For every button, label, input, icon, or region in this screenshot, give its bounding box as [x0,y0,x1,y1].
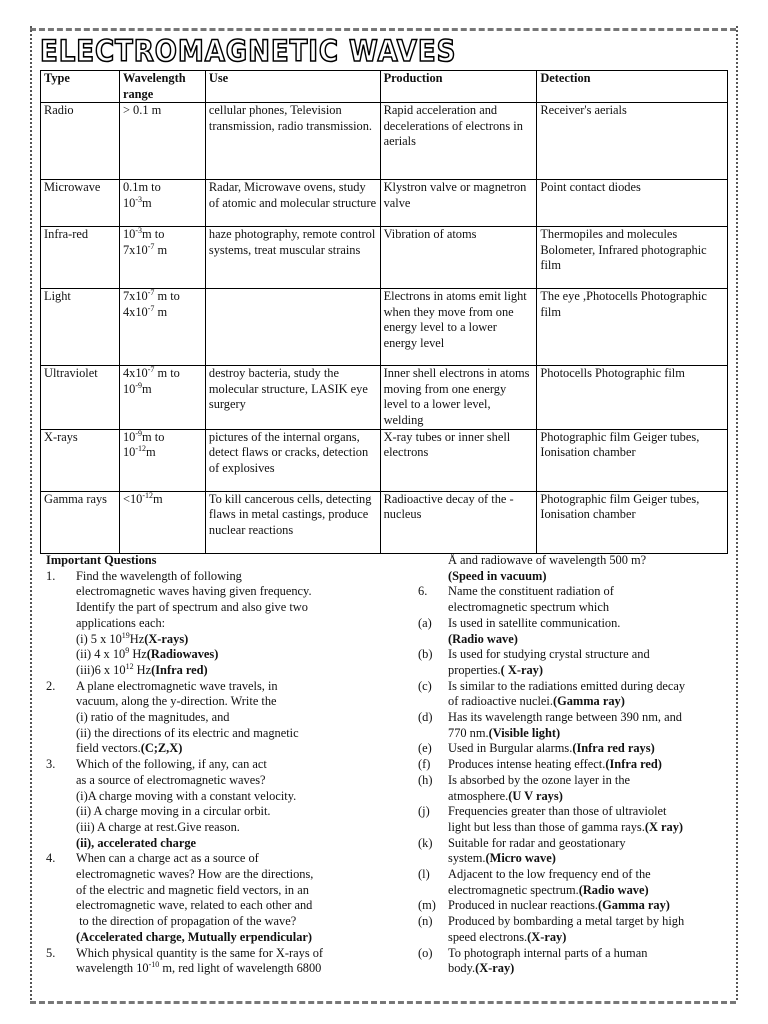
question-label: 2. [46,678,56,693]
question-line [418,663,685,679]
text-main: Identify the part of spectrum and also give two [76,600,308,615]
question-label: (b) [418,647,433,662]
question-line [46,647,323,663]
answer-text: (Gamma ray) [598,898,670,913]
question-text [448,600,609,614]
header-detection: Detection [537,71,728,103]
text-main: Important Questions [46,553,157,567]
range-start-unit: m to [154,366,180,381]
cell-production: Inner shell electrons in atoms moving from one energy level to a lower level, welding [380,366,537,429]
question-text [448,679,685,693]
question-line [418,584,685,600]
text-main: Is used in satellite communication. [448,615,621,630]
text-main: light but less than those of gamma rays. [448,819,645,834]
header-wavelength: Wavelength range [119,71,205,103]
cell-range [119,180,205,227]
question-text [448,946,647,960]
question-label: (c) [418,678,432,693]
text-main: properties. [448,662,501,677]
question-label: (o) [418,945,433,960]
question-line [418,883,685,899]
text-main: Has its wavelength range between 390 nm, and [448,710,682,725]
em-waves-table [40,70,728,554]
question-text [448,836,626,850]
text-main: of the electric and magnetic field vectors, in an [76,882,309,897]
text-main: Suitable for radar and geostationary [448,835,626,850]
cell-type: Microwave [41,180,120,227]
question-line [418,726,685,742]
question-text [76,930,312,944]
table-row-xrays [41,429,728,491]
cell-range [119,429,205,491]
answer-text: (Accelerated charge, Mutually erpendicular) [76,929,313,944]
cell-type: Ultraviolet [41,366,120,429]
range-start-exp: -7 [147,365,155,375]
question-text [76,946,323,960]
range-start-unit: m to [142,429,165,444]
question-line [46,930,323,946]
answer-text: (X-ray) [475,961,515,976]
question-line [46,584,323,600]
question-line [418,600,685,616]
question-text [448,584,614,598]
question-label: (h) [418,772,433,787]
range-end-unit: m [154,242,168,257]
question-text [76,883,309,897]
cell-detection: Photographic film Geiger tubes, Ionisation chamber [537,429,728,491]
text-unit: Hz [129,631,145,646]
answer-text: (X-ray) [527,929,567,944]
question-text [448,710,682,724]
question-line [418,632,685,648]
question-text [76,851,259,865]
question-line [418,710,685,726]
text-main: system. [448,851,486,866]
cell-detection: The eye ,Photocells Photographic film [537,289,728,366]
question-line [46,553,323,569]
question-text [448,883,649,897]
text-exponent: 12 [125,661,134,671]
question-text [76,836,196,850]
text-main: (ii) A charge moving in a circular orbit. [76,804,271,819]
text-main: vacuum, along the y-direction. Write the [76,694,277,709]
cell-production: Rapid acceleration and decelerations of electrons in aerials [380,103,537,180]
question-line [46,867,323,883]
table-row-radio [41,103,728,180]
question-text [448,773,630,787]
question-text [448,616,620,630]
cell-range [119,491,205,553]
cell-production: X-ray tubes or inner shell electrons [380,429,537,491]
question-text [76,914,296,928]
question-line [46,883,323,899]
range-end-exp: -3 [135,194,143,204]
range-end-base: 4x10 [122,304,148,319]
question-line [46,851,323,867]
range-start-unit: m to [142,227,165,242]
text-main: electromagnetic spectrum. [448,882,579,897]
text-main: of radioactive nuclei. [448,694,553,709]
range-start: 0.1m to [122,180,161,195]
text-main: electromagnetic waves? How are the directions, [76,867,314,882]
question-line [418,789,685,805]
range-end-exp: -12 [135,444,147,454]
question-text [76,741,182,755]
question-text [76,616,165,630]
question-text [76,898,312,912]
range-start-exp: -7 [147,288,155,298]
range-start-base: 7x10 [122,289,148,304]
question-text [46,553,157,567]
question-text [76,789,296,803]
question-text [448,867,651,881]
cell-use: To kill cancerous cells, detecting flaws in metal castings, produce nuclear reactions [205,491,380,553]
question-label: (j) [418,804,430,819]
range-start-base: 10 [122,429,136,444]
text-main: electromagnetic wave, related to each other and [76,898,313,913]
range-end-base: 7x10 [122,242,148,257]
question-text [448,757,662,771]
range-start-exp: -3 [135,226,143,236]
question-text [76,961,321,975]
question-line [418,914,685,930]
text-main: field vectors. [76,741,141,756]
range-end-base: 10 [122,381,136,396]
text-main: Produces intense heating effect. [448,757,606,772]
cell-detection: Photographic film Geiger tubes, Ionisation chamber [537,491,728,553]
text-main: Is absorbed by the ozone layer in the [448,772,631,787]
answer-text: ( X-ray) [500,662,543,677]
cell-type: X-rays [41,429,120,491]
question-label: (e) [418,741,432,756]
question-line [46,914,323,930]
question-line [418,553,685,569]
question-text [448,851,556,865]
answer-text: (Infra red rays) [572,741,655,756]
question-line [46,789,323,805]
text-main: Produced by bombarding a metal target by high [448,914,685,929]
question-label: 6. [418,584,428,599]
table-row-microwave [41,180,728,227]
question-line [418,569,685,585]
question-line [46,600,323,616]
cell-range [119,289,205,366]
text-main: When can a charge act as a source of [76,851,259,866]
answer-text: (Radio wave) [578,882,649,897]
question-text [76,820,240,834]
text-main: Name the constituent radiation of [448,584,614,599]
question-line [418,647,685,663]
question-line [46,757,323,773]
text-main: Find the wavelength of following [76,568,242,583]
questions-left-column [46,553,323,977]
cell-use: destroy bacteria, study the molecular structure, LASIK eye surgery [205,366,380,429]
cell-detection: Receiver's aerials [537,103,728,180]
question-text [448,726,560,740]
answer-text: (X-rays) [144,631,189,646]
range-end-unit: m [142,195,152,210]
question-line [46,663,323,679]
question-text [448,898,670,912]
question-text [448,820,683,834]
table-row-light [41,289,728,366]
question-line [46,836,323,852]
question-text [448,569,546,583]
question-text [76,679,278,693]
header-use: Use [205,71,380,103]
answer-text: (Gamma ray) [552,694,625,709]
question-line [418,679,685,695]
page-border-left [30,26,32,1000]
question-text [448,930,566,944]
question-text [448,647,650,661]
text-base: (iii)6 x 10 [76,662,126,677]
cell-type: Gamma rays [41,491,120,553]
range-start-unit: m [153,491,163,506]
text-main: (i) ratio of the magnitudes, and [76,710,230,725]
question-text [448,741,655,755]
question-text [76,710,229,724]
cell-type: Light [41,289,120,366]
cell-production: Vibration of atoms [380,227,537,289]
cell-use: Radar, Microwave ovens, study of atomic and molecular structure [205,180,380,227]
text-main: (iii) A charge at rest.Give reason. [76,819,240,834]
text-main: Used in Burgular alarms. [448,741,573,756]
cell-use: cellular phones, Television transmission, radio transmission. [205,103,380,180]
question-line [418,804,685,820]
range-end-base: 10 [122,445,136,460]
question-line [418,773,685,789]
table-row-gamma [41,491,728,553]
answer-text: (Infra red) [151,662,208,677]
question-line [418,946,685,962]
range-start-unit: m to [154,289,180,304]
question-text [448,914,684,928]
question-line [418,757,685,773]
question-line [46,773,323,789]
page-title: ELECTROMAGNETIC WAVES [40,34,457,68]
question-text [448,804,666,818]
text-main: atmosphere. [448,788,509,803]
cell-range: > 0.1 m [119,103,205,180]
question-line [418,741,685,757]
text-main: Which physical quantity is the same for X-rays of [76,945,324,960]
text-main: Adjacent to the low frequency end of the [448,867,651,882]
question-line [418,867,685,883]
question-line [46,632,323,648]
text-unit: Hz [129,647,147,662]
text-main: electromagnetic spectrum which [448,600,610,615]
question-line [46,726,323,742]
table-row-ultraviolet [41,366,728,429]
questions-right-column [418,553,685,977]
answer-text: (C;Z,X) [140,741,183,756]
range-end-unit: m [146,445,156,460]
text-main: to the direction of propagation of the wave? [76,914,297,929]
text-main: Å and radiowave of wavelength 500 m? [448,553,647,567]
question-line [418,836,685,852]
answer-text: (X ray) [644,819,684,834]
question-label: (a) [418,615,432,630]
question-line [418,616,685,632]
question-label: (l) [418,867,430,882]
cell-range [119,227,205,289]
question-text [76,773,266,787]
question-text [76,632,188,646]
text-main: Produced in nuclear reactions. [448,898,599,913]
question-label: (n) [418,914,433,929]
answer-text: (U V rays) [508,788,563,803]
range-start-base: 10 [122,227,136,242]
range-end-exp: -7 [147,303,155,313]
question-label: 1. [46,568,56,583]
table-row-infrared [41,227,728,289]
question-text [76,600,308,614]
text-unit: m, red light of wavelength 6800 [159,961,322,976]
question-line [46,804,323,820]
question-label: (f) [418,757,431,772]
cell-use: haze photography, remote control systems, treat muscular strains [205,227,380,289]
question-text [448,961,514,975]
page-border-right [736,26,738,1000]
question-line [418,898,685,914]
question-text [448,789,563,803]
text-exponent: -10 [148,960,160,970]
question-line [46,946,323,962]
question-text [448,694,625,708]
text-main: A plane electromagnetic wave travels, in [76,678,278,693]
question-label: 5. [46,945,56,960]
range-start-base: <10 [122,491,143,506]
question-text [76,569,242,583]
range-start-base: 4x10 [122,366,148,381]
range-start-exp: -9 [135,428,143,438]
answer-text: (ii), accelerated charge [76,835,197,850]
text-main: Is used for studying crystal structure and [448,647,650,662]
range-end-exp: -7 [147,241,155,251]
question-line [46,741,323,757]
question-line [418,694,685,710]
text-main: Is similar to the radiations emitted during decay [448,678,686,693]
range-end-unit: m [142,381,152,396]
cell-use [205,289,380,366]
answer-text: (Micro wave) [485,851,556,866]
text-base: wavelength 10 [76,961,149,976]
question-label: (m) [418,898,436,913]
answer-text: (Radio wave) [448,631,518,646]
question-text [76,726,299,740]
question-line [46,694,323,710]
range-start-exp: -12 [142,490,154,500]
range-end-base: 10 [122,195,136,210]
text-main: Which of the following, if any, can act [76,757,267,772]
question-line [46,820,323,836]
question-line [46,679,323,695]
answer-text: (Visible light) [488,725,561,740]
question-text [76,584,312,598]
question-text [76,647,218,661]
cell-detection: Photocells Photographic film [537,366,728,429]
text-base: (ii) 4 x 10 [76,647,126,662]
cell-type: Radio [41,103,120,180]
text-main: applications each: [76,615,166,630]
cell-detection: Point contact diodes [537,180,728,227]
question-line [46,710,323,726]
text-main: as a source of electromagnetic waves? [76,772,266,787]
question-line [418,820,685,836]
question-line [46,616,323,632]
question-line [418,851,685,867]
question-text [448,663,543,677]
text-exponent: 9 [125,646,130,656]
range-end-unit: m [154,304,168,319]
answer-text: (Radiowaves) [146,647,219,662]
text-unit: Hz [133,662,152,677]
text-main: electromagnetic waves having given frequency. [76,584,312,599]
text-main: speed electrons. [448,929,528,944]
range-end-exp: -9 [135,380,143,390]
question-text [448,632,518,646]
cell-production: Electrons in atoms emit light when they move from one energy level to a lower energy level [380,289,537,366]
text-main: To photograph internal parts of a human [448,945,648,960]
answer-text: (Infra red) [605,757,662,772]
table-header-row [41,71,728,103]
text-main: body. [448,961,476,976]
question-label: 3. [46,757,56,772]
question-text [76,694,277,708]
answer-text: (Speed in vacuum) [448,568,547,583]
question-label: (d) [418,710,433,725]
question-text [76,867,313,881]
cell-range [119,366,205,429]
text-main: (i)A charge moving with a constant velocity. [76,788,297,803]
question-line [46,898,323,914]
question-label: 4. [46,851,56,866]
cell-detection: Thermopiles and molecules Bolometer, Infrared photographic film [537,227,728,289]
header-production: Production [380,71,537,103]
header-type: Type [41,71,120,103]
question-text [76,663,208,677]
text-main: (ii) the directions of its electric and magnetic [76,725,299,740]
question-line [418,930,685,946]
question-text [76,804,271,818]
question-label: (k) [418,835,433,850]
cell-type: Infra-red [41,227,120,289]
text-main: Frequencies greater than those of ultraviolet [448,804,667,819]
cell-production: Klystron valve or magnetron valve [380,180,537,227]
question-line [46,569,323,585]
text-main: 770 nm. [448,725,489,740]
question-line [46,961,323,977]
question-line [418,961,685,977]
question-text [76,757,267,771]
cell-production: Radioactive decay of the -nucleus [380,491,537,553]
text-exponent: 19 [121,630,130,640]
question-text [448,553,646,567]
cell-use: pictures of the internal organs, detect flaws or cracks, detection of explosives [205,429,380,491]
text-base: (i) 5 x 10 [76,631,122,646]
